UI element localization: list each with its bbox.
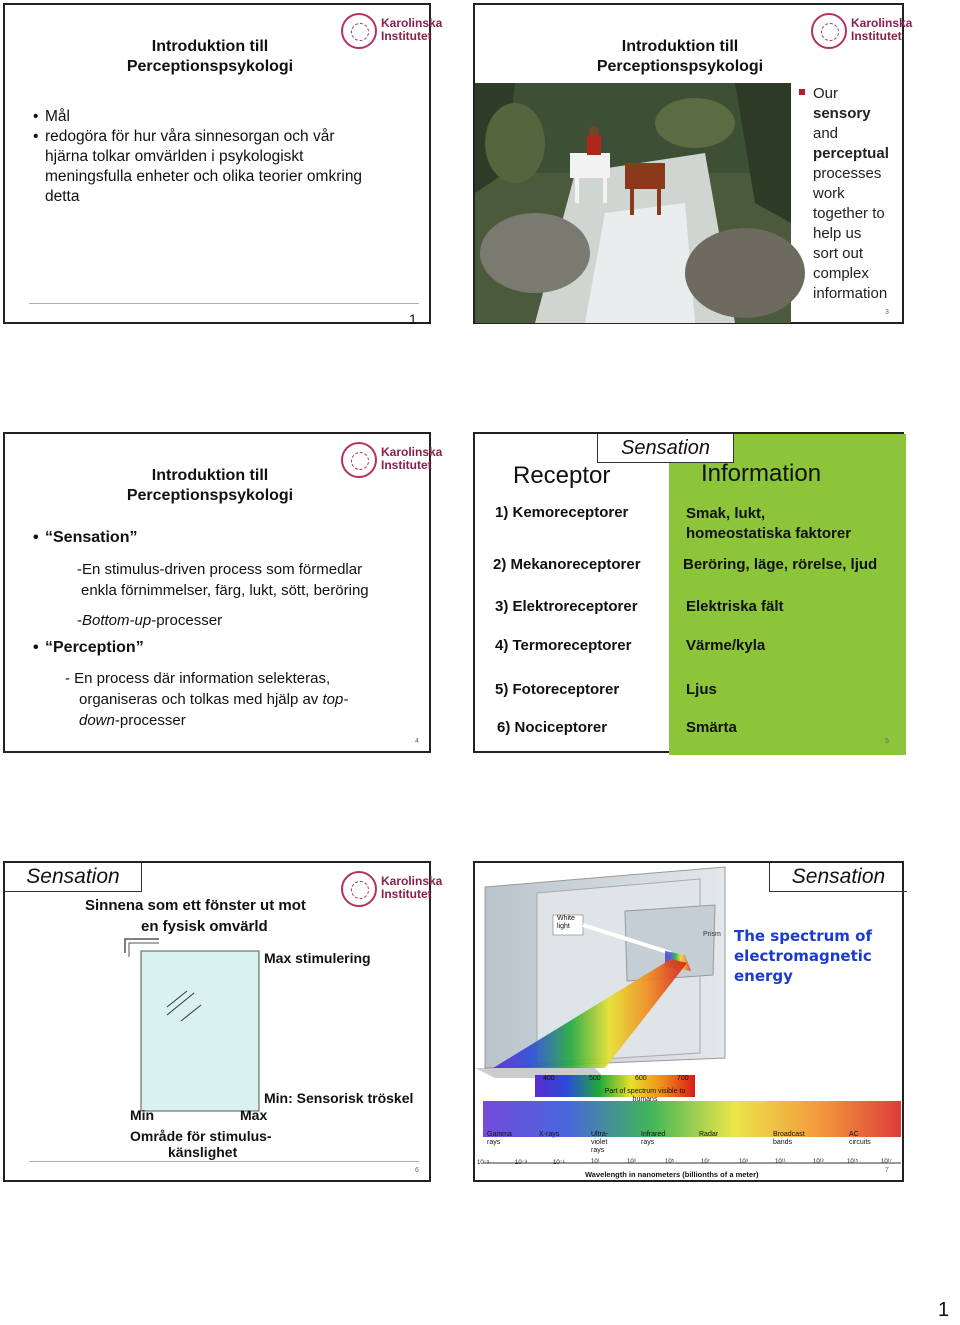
perception-bullet: • “Perception” (33, 639, 144, 657)
wavelength-axis-ticks: 10⁻⁵ 10⁻³ 10⁻¹ 10¹ 10³ 10⁵ 10⁷ 10⁹ 10¹¹ 10¹³ 10¹⁵ 10¹⁷ (477, 1159, 892, 1166)
slide-number: 7 (885, 1167, 889, 1174)
ki-seal-icon (811, 13, 847, 49)
window-metaphor-text: Sinnena som ett fönster ut mot en fysisk omvärld (85, 897, 306, 935)
slide-4 (473, 432, 904, 753)
receptor-row-3: 3) Elektroreceptorer (495, 598, 638, 615)
sensation-definition: -En stimulus-driven process som förmedlar enkla förnimmelser, färg, lukt, sött, beröring -Bottom-up-processer (77, 561, 369, 629)
slide-6 (473, 861, 904, 1182)
divider (29, 303, 419, 304)
slide-1 (3, 3, 443, 327)
sensation-bullet: • “Sensation” (33, 529, 137, 547)
info-row-4: Värme/kyla (686, 637, 766, 654)
wavelength-axis-label: Wavelength in nanometers (billionths of a meter) (585, 1170, 759, 1179)
bullet-marker-icon (799, 89, 805, 95)
prism-label: Prism (703, 931, 721, 938)
stimulus-range-label: Område för stimulus- känslighet (130, 1128, 272, 1160)
receptor-header: Receptor (513, 462, 611, 489)
karolinska-logo: Karolinska Institutet (341, 11, 427, 59)
bullet-goal: • Mål (33, 107, 363, 127)
max-stimulation-label: Max stimulering (264, 950, 371, 966)
slide-number: 6 (415, 1167, 419, 1174)
receptor-row-4: 4) Termoreceptorer (495, 637, 632, 654)
white-light-label: White light (557, 915, 575, 930)
ki-seal-icon (341, 871, 377, 907)
max-label: Max (240, 1107, 268, 1123)
slide-5 (3, 861, 443, 1182)
info-row-1: Smak, lukt, homeostatiska faktorer (686, 505, 852, 542)
receptor-row-1: 1) Kemoreceptorer (495, 504, 629, 521)
sensation-header: Sensation (5, 863, 142, 892)
info-row-3: Elektriska fält (686, 598, 784, 615)
karolinska-logo: Karolinska Institutet (341, 440, 427, 488)
slide-number: 4 (415, 738, 419, 745)
sensation-header: Sensation (597, 434, 734, 463)
ki-seal-icon (341, 13, 377, 49)
slide-number: 3 (885, 309, 889, 316)
slide-number: 1 (409, 311, 417, 327)
slide-number: 5 (885, 738, 889, 745)
perception-definition: - En process där information selekteras, organiseras och tolkas med hjälp av top- down-processer (65, 670, 349, 729)
receptor-row-5: 5) Fotoreceptorer (495, 681, 620, 698)
goal-list (33, 107, 363, 207)
info-row-6: Smärta (686, 719, 737, 736)
slide-title: Introduktion till Perceptionspsykologi (126, 38, 294, 75)
sensation-header: Sensation (769, 863, 907, 892)
slide-title: Introduktion till Perceptionspsykologi (126, 467, 294, 504)
threshold-label: Min: Sensorisk tröskel (264, 1090, 414, 1106)
receptor-row-2: 2) Mekanoreceptorer (493, 556, 641, 573)
divider (29, 1161, 419, 1162)
spectrum-caption: The spectrum of electromagnetic energy (734, 927, 872, 985)
karolinska-logo: Karolinska Institutet (341, 869, 427, 917)
information-header: Information (701, 460, 822, 487)
visible-spectrum-note: Part of spectrum visible to humans (604, 1088, 686, 1103)
receptor-row-6: 6) Nociceptorer (497, 719, 608, 736)
visible-wavelength-ticks: 400 500 600 700 (543, 1075, 689, 1082)
slide-2 (473, 3, 913, 324)
min-label: Min (130, 1107, 155, 1123)
page-number: 1 (938, 1299, 950, 1321)
band-labels: Gamma rays X-rays Ultra-violet rays Infrared rays Radar Broadcast bands AC circuits (487, 1131, 871, 1154)
slide-title: Introduktion till Perceptionspsykologi (596, 38, 764, 75)
karolinska-logo: Karolinska Institutet (811, 11, 897, 59)
info-row-5: Ljus (686, 681, 717, 698)
horses-painting-image (475, 83, 791, 323)
slide-3 (3, 432, 443, 753)
ki-seal-icon (341, 442, 377, 478)
info-row-2: Beröring, läge, rörelse, ljud (683, 556, 878, 573)
perception-caption: Our sensory and perceptual processes work together to help us sort out complex information (813, 85, 889, 302)
bullet-goal-text: • redogöra för hur våra sinnesorgan och vår hjärna tolkar omvärlden i psykologiskt meningsfulla enheter och olika teorier omkring detta (33, 127, 363, 207)
